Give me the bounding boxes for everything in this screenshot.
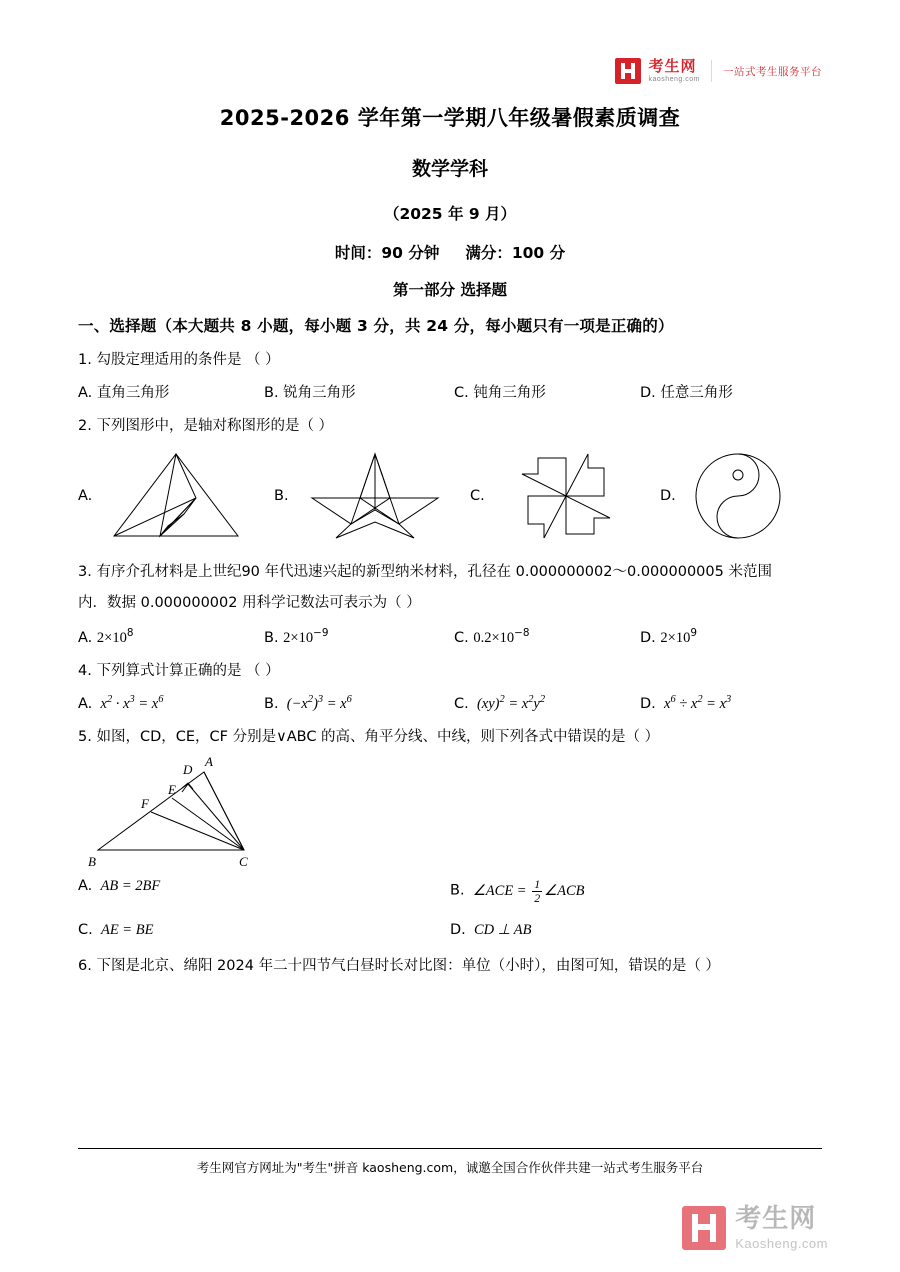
q5-option-b-label: B. [450,882,465,899]
q1-option-a-text: 直角三角形 [96,385,170,402]
time-value: 90 分钟 [381,244,440,262]
q4-option-c-expr: $(xy)^2 = x^2y^2$ [473,694,546,712]
question-5-stem [78,726,822,748]
q2-text: 下列图形中，是轴对称图形的是（ ） [96,418,334,435]
q3-option-a-exp: 8 [126,626,134,639]
logo-wordmark [648,59,700,83]
q5-option-c-expr: AE = BE [97,922,154,939]
question-4-stem [78,660,822,682]
logo-divider [711,60,712,82]
vertex-A-label: A [205,754,213,770]
footer-divider [78,1148,822,1149]
q2-option-a-label: A. [78,487,93,504]
q1-option-a[interactable] [78,381,264,402]
q1-option-a-label: A. [78,385,93,402]
exam-date: （2025 年 9 月） [383,205,517,223]
logo-mark-icon [615,58,641,84]
q3-option-a[interactable] [78,627,264,647]
q2-option-d-label: D. [660,487,676,504]
q3-option-b[interactable] [264,627,454,647]
q5-option-a-expr: AB = 2BF [96,878,161,895]
q3-option-d-base: 2×10 [660,629,691,646]
question-3-stem-line2 [78,592,822,614]
question-2-stem [78,415,822,437]
q2-option-c-label: C. [470,487,485,504]
q2-number: 2. [78,418,92,435]
q3-text-2: 内．数据 0.000000002 用科学记数法可表示为（ ） [78,595,421,612]
q5-option-a-label: A. [78,878,93,895]
q3-option-c[interactable] [454,627,640,647]
footer-note: 考生网官方网址为"考生"拼音 kaosheng.com，诚邀全国合作伙伴共建一站式考生服务平台 [196,1160,704,1175]
q1-option-c[interactable] [454,381,640,402]
logo-brand-en: kaosheng.com [648,76,700,83]
logo-slogan: 一站式考生服务平台 [723,65,822,78]
q1-option-b-text: 锐角三角形 [283,385,356,402]
watermark-wordmark [735,1206,828,1250]
q4-option-b[interactable] [264,694,454,713]
q4-option-a[interactable] [78,694,264,713]
vertex-D-label: D [183,762,193,778]
vertex-C-label: C [239,854,248,870]
q4-option-c-label: C. [454,696,469,712]
site-logo [615,58,822,84]
q4-number: 4. [78,662,92,679]
q2-option-a[interactable] [78,448,274,544]
q1-option-d-text: 任意三角形 [660,385,733,402]
q5-option-d-label: D. [450,922,466,939]
q3-option-d-label: D. [640,629,656,646]
q4-option-a-label: A. [78,696,93,712]
question-3-stem-line1 [78,561,822,583]
q4-option-a-expr: $x^2 \cdot x^3 = x^6$ [96,694,164,712]
q2-option-d[interactable] [660,448,820,544]
watermark-mark-icon [682,1206,726,1250]
footer-watermark [682,1206,828,1250]
q1-option-d[interactable] [640,381,820,402]
question-4-options [78,694,822,713]
q4-option-d[interactable] [640,694,820,713]
question-5-options-row1 [78,878,822,904]
q4-option-d-label: D. [640,696,656,712]
q5-option-a[interactable] [78,878,450,904]
q3-option-b-exp: −9 [313,626,329,639]
question-6-stem [78,955,822,977]
q4-option-b-expr: $(-x^2)^3 = x^6$ [283,694,352,712]
time-label: 时间： [334,244,382,262]
score-value: 100 分 [511,244,566,262]
q4-text: 下列算式计算正确的是 （ ） [96,662,280,679]
q5-option-d[interactable] [450,922,822,939]
logo-brand-cn: 考生网 [648,57,697,75]
q6-number: 6. [78,958,92,975]
nested-triangles-icon [104,448,254,544]
q4-option-c[interactable] [454,694,640,713]
vertex-F-label: F [141,796,149,812]
pinwheel-icon [496,448,636,544]
q5-option-d-expr: CD ⊥ AB [470,922,532,939]
watermark-brand-cn: 考生网 [735,1204,817,1234]
q4-option-b-label: B. [264,696,279,712]
question-5-options-row2 [78,922,822,939]
page-title: 2025-2026 学年第一学期八年级暑假素质调查 [219,106,681,130]
q3-option-d-exp: 9 [690,626,697,639]
q3-option-a-base: 2×10 [96,629,127,646]
triangle-cd-ce-cf-icon [84,752,304,872]
question-5-figure [84,752,822,872]
q1-option-b-label: B. [264,385,279,402]
exam-meta [78,241,822,263]
q3-option-a-label: A. [78,629,93,646]
q6-text: 下图是北京、绵阳 2024 年二十四节气白昼时长对比图：单位（小时），由图可知，错误的是（ ） [96,958,720,975]
q3-option-c-exp: −8 [514,626,530,639]
q3-option-d[interactable] [640,627,820,647]
vertex-E-label: E [168,782,176,798]
question-2-figures [78,444,822,548]
section-heading: 一、选择题（本大题共 8 小题，每小题 3 分，共 24 分，每小题只有一项是正确的） [78,317,674,335]
watermark-brand-en: Kaosheng.com [735,1236,828,1251]
q5-option-c[interactable] [78,922,450,939]
q5-text: 如图，CD，CE，CF 分别是∨ABC 的高、角平分线、中线，则下列各式中错误的是（ ） [96,729,660,745]
q5-option-c-label: C. [78,922,93,939]
question-1-stem [78,349,822,371]
q3-option-b-label: B. [264,629,279,646]
q1-option-d-label: D. [640,385,656,402]
q5-option-b[interactable] [450,878,822,904]
q3-option-c-label: C. [454,629,469,646]
score-label: 满分： [465,244,512,262]
q3-number: 3. [78,563,92,580]
q3-option-b-base: 2×10 [283,629,314,646]
q3-option-c-base: 0.2×10 [473,629,515,646]
q1-text: 勾股定理适用的条件是 （ ） [96,352,280,368]
q5-number: 5. [78,729,92,745]
question-1-options [78,381,822,402]
q3-text-1: 有序介孔材料是上世纪90 年代迅速兴起的新型纳米材料，孔径在 0.000000002～0.000000005 米范围 [96,563,772,580]
part-title: 第一部分 选择题 [393,281,507,299]
q2-option-b-label: B. [274,487,289,504]
vertex-B-label: B [88,854,96,870]
q4-option-d-expr: $x^6 \div x^2 = x^3$ [660,694,732,712]
q1-number: 1. [78,352,92,368]
q2-option-b[interactable] [274,448,470,544]
q2-option-c[interactable] [470,448,660,544]
q1-option-c-text: 钝角三角形 [473,385,546,402]
yin-yang-circle-icon [686,448,796,544]
subject-title: 数学学科 [411,158,488,180]
q1-option-c-label: C. [454,385,469,402]
q1-option-b[interactable] [264,381,454,402]
q5-option-b-expr: ∠ACE = $\frac{1}{2}$ ∠ACB [469,877,585,905]
question-3-options [78,627,822,647]
one-half-fraction: $\frac{1}{2}$ [534,877,541,905]
five-point-star-icon [300,448,450,544]
